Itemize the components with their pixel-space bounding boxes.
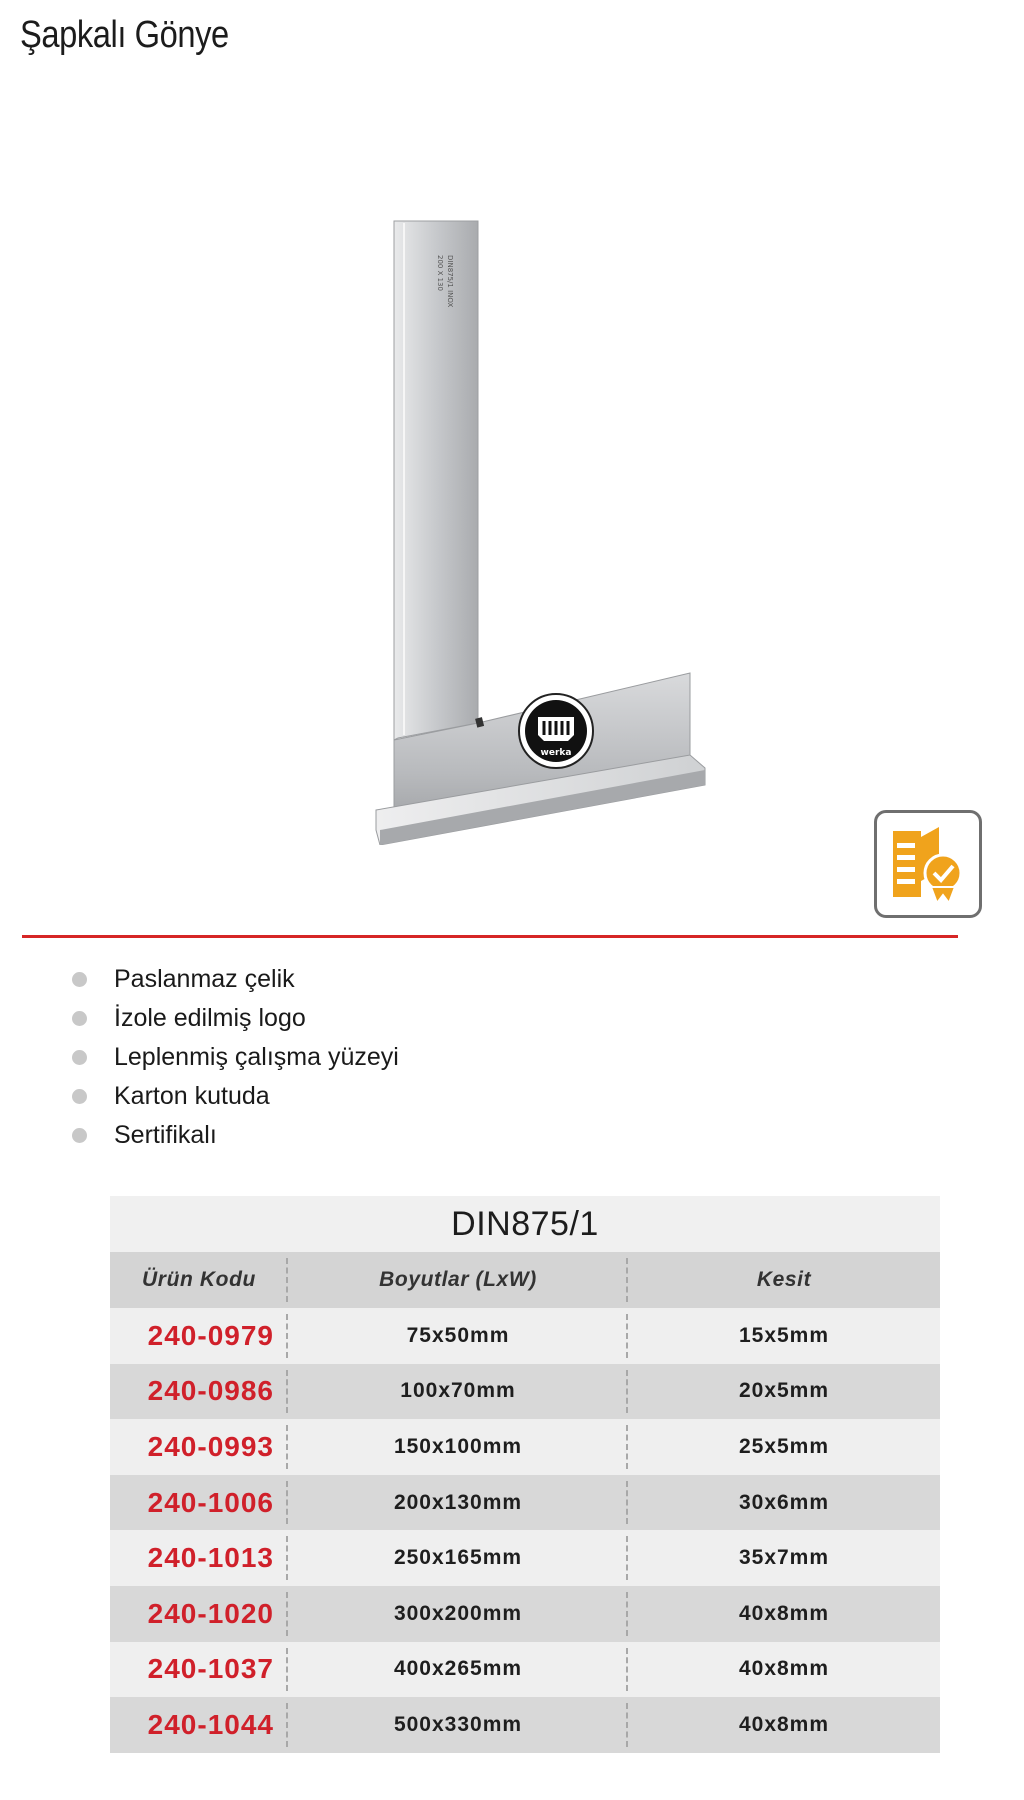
feature-item: [72, 1038, 399, 1077]
product-code: 240-1013: [110, 1530, 288, 1586]
feature-item: [72, 1077, 399, 1116]
section: 40x8mm: [738, 1601, 830, 1625]
table-row: [110, 1308, 940, 1364]
dimensions: 200x130mm: [288, 1475, 628, 1531]
section: 35x7mm: [738, 1546, 830, 1570]
feature-text: Leplenmiş çalışma yüzeyi: [114, 1043, 399, 1071]
dimensions: 150x100mm: [288, 1419, 628, 1475]
section: 25x5mm: [738, 1434, 830, 1458]
feature-item: [72, 999, 399, 1038]
table-row: [110, 1530, 940, 1586]
page-title: Şapkalı Gönye: [20, 14, 229, 56]
table-row: [110, 1364, 940, 1420]
section: 20x5mm: [738, 1379, 830, 1403]
product-code: 240-1020: [110, 1586, 288, 1642]
bullet-icon: [72, 1089, 87, 1104]
dimensions: 300x200mm: [288, 1586, 628, 1642]
table-title: DIN875/1: [110, 1196, 940, 1252]
feature-text: Karton kutuda: [114, 1082, 270, 1110]
table-row: [110, 1419, 940, 1475]
section: 15x5mm: [738, 1323, 830, 1347]
dimensions: 100x70mm: [288, 1364, 628, 1420]
engraving-size: 200 X 130: [436, 255, 444, 291]
section: 30x6mm: [738, 1490, 830, 1514]
bullet-icon: [72, 1050, 87, 1065]
section: 40x8mm: [738, 1712, 830, 1736]
product-code: 240-0979: [110, 1308, 288, 1364]
table-row: [110, 1642, 940, 1698]
header-dimensions: Boyutlar (LxW): [288, 1252, 628, 1308]
product-code: 240-0986: [110, 1364, 288, 1420]
bullet-icon: [72, 1011, 87, 1026]
feature-text: İzole edilmiş logo: [114, 1004, 306, 1032]
certificate-icon: [877, 813, 979, 915]
logo-text: werka: [540, 748, 572, 758]
certificate-badge: [874, 810, 982, 918]
feature-item: [72, 960, 399, 999]
table-row: [110, 1475, 940, 1531]
section-divider: [22, 935, 958, 938]
header-section: Kesit: [756, 1268, 812, 1291]
table-row: [110, 1586, 940, 1642]
header-product-code: Ürün Kodu: [110, 1252, 288, 1308]
dimensions: 250x165mm: [288, 1530, 628, 1586]
dimensions: 75x50mm: [288, 1308, 628, 1364]
spec-table: [110, 1196, 940, 1753]
product-image: [360, 215, 720, 845]
product-code: 240-0993: [110, 1419, 288, 1475]
feature-list: [72, 960, 399, 1155]
feature-item: [72, 1116, 399, 1155]
engraving-standard: DIN875/1 INOX: [446, 255, 454, 308]
dimensions: 500x330mm: [288, 1697, 628, 1753]
dimensions: 400x265mm: [288, 1642, 628, 1698]
table-row: [110, 1697, 940, 1753]
bullet-icon: [72, 972, 87, 987]
feature-text: Sertifikalı: [114, 1121, 217, 1149]
werka-logo: [519, 694, 593, 768]
product-code: 240-1044: [110, 1697, 288, 1753]
product-code: 240-1037: [110, 1642, 288, 1698]
bullet-icon: [72, 1128, 87, 1143]
table-header: [110, 1252, 940, 1308]
product-code: 240-1006: [110, 1475, 288, 1531]
section: 40x8mm: [738, 1657, 830, 1681]
feature-text: Paslanmaz çelik: [114, 965, 295, 993]
